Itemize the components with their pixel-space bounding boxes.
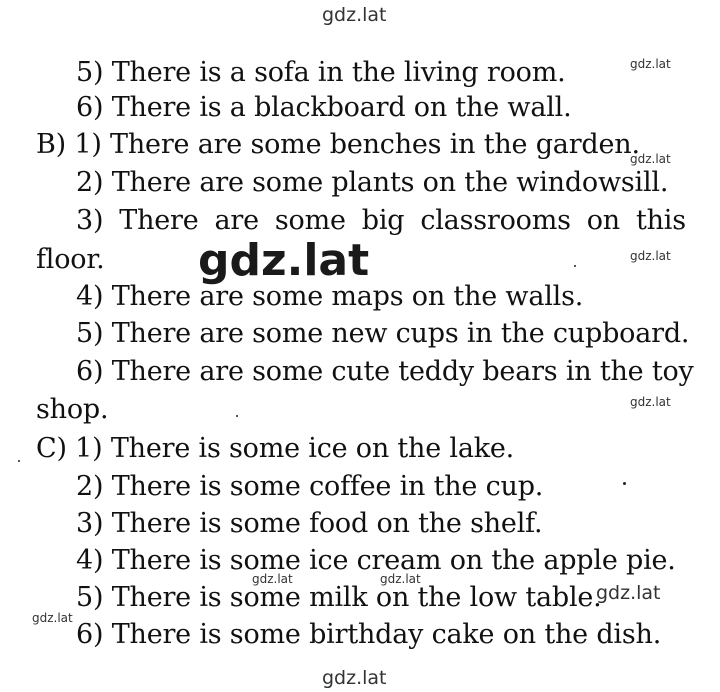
watermark-right-3: gdz.lat xyxy=(630,249,671,263)
answer-line-b6: 6) There are some cute teddy bears in the toy xyxy=(76,356,694,387)
answer-line-b6-cont: shop. xyxy=(36,394,109,425)
answer-line-a6: 6) There is a blackboard on the wall. xyxy=(76,92,572,123)
watermark-bottom: gdz.lat xyxy=(322,667,387,689)
watermark-big: gdz.lat xyxy=(198,235,370,286)
answer-line-a5: 5) There is a sofa in the living room. xyxy=(76,57,566,88)
answer-line-c3: 3) There is some food on the shelf. xyxy=(76,508,543,539)
answer-line-c2: 2) There is some coffee in the cup. xyxy=(76,471,544,502)
watermark-right-1: gdz.lat xyxy=(630,57,671,71)
answer-line-b3-cont: floor. xyxy=(36,244,105,275)
watermark-right-4: gdz.lat xyxy=(630,395,671,409)
answer-line-c6: 6) There is some birthday cake on the dish. xyxy=(76,619,662,650)
scan-speck xyxy=(236,415,238,417)
watermark-left: gdz.lat xyxy=(32,611,73,625)
answer-line-b5: 5) There are some new cups in the cupboard. xyxy=(76,318,690,349)
answer-line-c1: C) 1) There is some ice on the lake. xyxy=(36,433,515,464)
scan-speck xyxy=(623,482,626,485)
answer-line-b3: 3) There are some big classrooms on this xyxy=(76,205,686,236)
watermark-right-2: gdz.lat xyxy=(630,152,671,166)
watermark-top: gdz.lat xyxy=(322,4,387,26)
watermark-right-5: gdz.lat xyxy=(596,582,661,604)
scan-speck xyxy=(574,265,576,267)
answer-line-b4: 4) There are some maps on the walls. xyxy=(76,281,584,312)
watermark-mid-2: gdz.lat xyxy=(380,572,421,586)
answer-line-b1: B) 1) There are some benches in the garden. xyxy=(36,129,640,160)
answer-line-c5: 5) There is some milk on the low table. xyxy=(76,582,602,613)
scan-speck xyxy=(18,460,20,462)
answer-line-c4: 4) There is some ice cream on the apple pie. xyxy=(76,545,676,576)
watermark-mid-1: gdz.lat xyxy=(252,572,293,586)
answer-line-b2: 2) There are some plants on the windowsill. xyxy=(76,167,669,198)
